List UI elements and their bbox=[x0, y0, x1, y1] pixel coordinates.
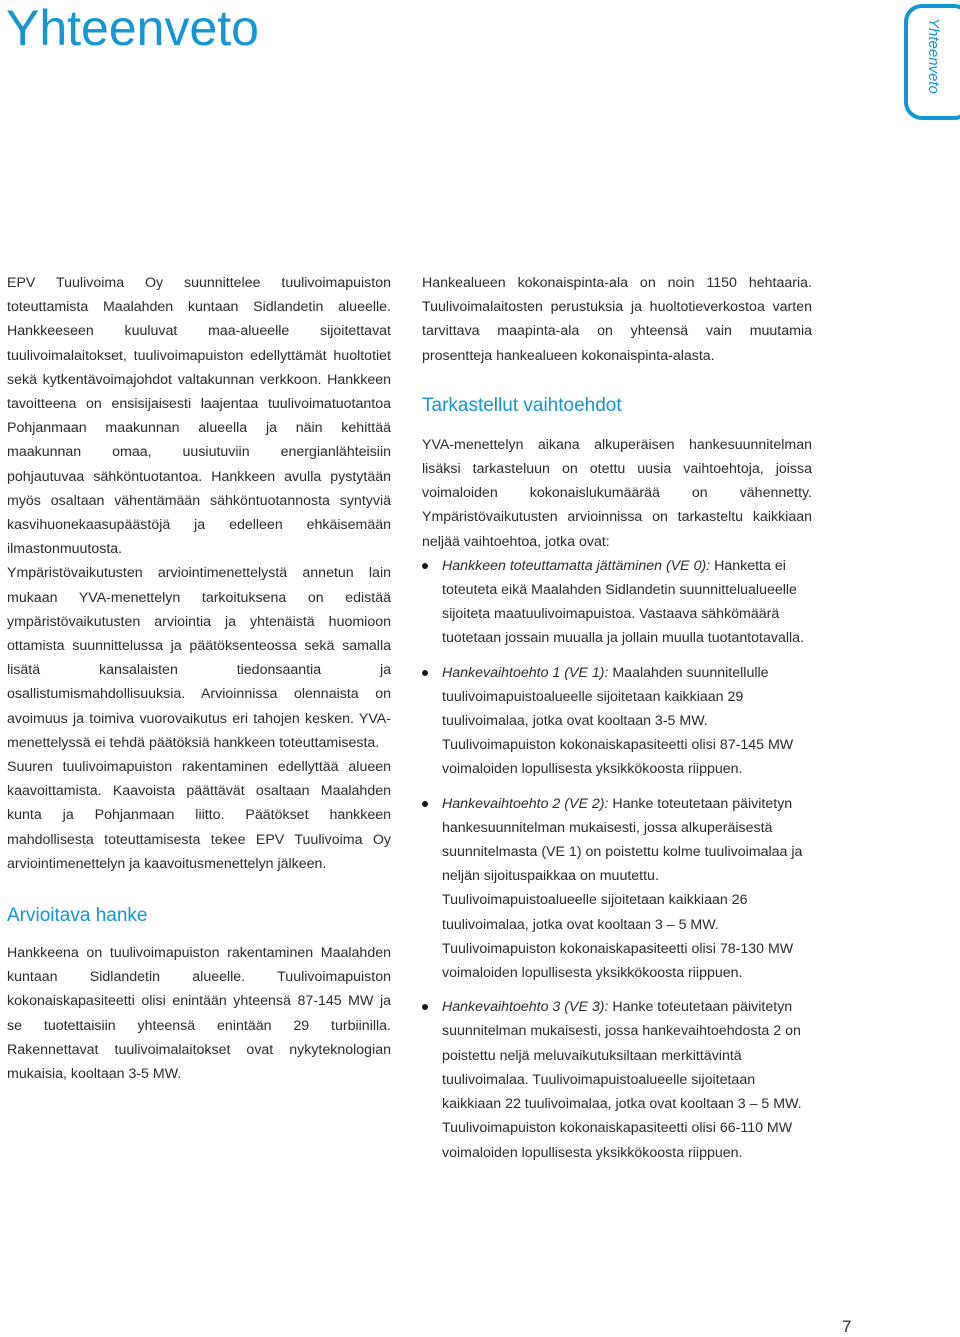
intro-paragraph: Ympäristövaikutusten arviointimenettelystä annetun lain mukaan YVA-menettelyn tarkoituksena on edistää ympäristövaikutusten arviointia ja yhtenäistä huomioon ottamista suunnittelussa ja päätöksenteossa sekä samalla lisätä kansalaisten tiedonsaantia ja osallistumismahdollisuuksia. Arvioinnissa olennaista on avoimuus ja toimiva vuorovaikutus eri tahojen kesken. YVA-menettelyssä ei tehdä päätöksiä hankkeen toteuttamisesta. bbox=[7, 565, 391, 751]
list-item bbox=[422, 554, 812, 651]
alternatives-list bbox=[422, 554, 812, 1165]
intro-paragraph: EPV Tuulivoima Oy suunnittelee tuulivoimapuiston toteuttamista Maalahden kuntaan Sidlandetin alueelle. Hankkeeseen kuuluvat maa-alueelle sijoitettavat tuulivoimalaitokset, tuulivoimapuiston edellyttämät huoltotiet sekä kytkentävoimajohdot valtakunnan verkkoon. Hankkeen tavoitteena on ensisijaisesti laajentaa tuulivoimatuotantoa Pohjanmaan maakunnan alueella ja näin kehittää maakunnan omaa, uusiutuviin energianlähteisiin pohjautuvaa sähköntuotantoa. Hankkeen avulla pystytään myös osaltaan vähentämään sähköntuotannosta syntyviä kasvihuonekaasupäästöjä ja edelleen ehkäisemään ilmastonmuutosta. bbox=[7, 275, 391, 558]
section-tab-label: Yhteenveto bbox=[925, 18, 942, 94]
left-column bbox=[7, 271, 391, 1086]
option-text: Hanke toteutetaan päivitetyn suunnitelman mukaisesti, jossa hankevaihtoehdosta 2 on poistettu neljä meluvaikutuksiltaan merkittävintä tuulivoimalaa. Tuulivoimapuistoalueelle sijoitetaan kaikkiaan 22 tuulivoimalaa, jotka ovat kooltaan 3 – 5 MW. Tuulivoimapuiston kokonaiskapasiteetti olisi 66-110 MW voimaloiden lopullisesta yksikkökoosta riippuen. bbox=[442, 999, 802, 1161]
section-paragraph: Hankkeena on tuulivoimapuiston rakentaminen Maalahden kuntaan Sidlandetin alueelle. Tuulivoimapuiston kokonaiskapasiteetti olisi enintään yhteensä 87-145 MW ja se tuotettaisiin yhteensä enintään 29 turbiinilla. Rakennettavat tuulivoimalaitokset ovat nykyteknologian mukaisia, kooltaan 3-5 MW. bbox=[7, 945, 391, 1083]
option-label: Hankkeen toteuttamatta jättäminen (VE 0): bbox=[442, 557, 711, 574]
bullet-icon bbox=[422, 670, 428, 676]
list-item bbox=[422, 661, 812, 782]
page-number: 7 bbox=[842, 1317, 852, 1336]
intro-paragraph: Suuren tuulivoimapuiston rakentaminen edellyttää alueen kaavoittamista. Kaavoista päättävät osaltaan Maalahden kunta ja Pohjanmaan liitto. Päätökset hankkeen mahdollisesta toteuttamisesta tekee EPV Tuulivoima Oy arviointimenettelyn ja kaavoitusmenettelyn jälkeen. bbox=[7, 759, 391, 872]
right-column bbox=[422, 271, 812, 1165]
option-text: Hanke toteutetaan päivitetyn hankesuunnitelman mukaisesti, jossa alkuperäisestä suunnitelmasta (VE 1) on poistettu kolme tuulivoimalaa ja neljän sijoituspaikkaa on muutettu. Tuulivoimapuistoalueelle sijoitetaan kaikkiaan 26 tuulivoimalaa, jotka ovat kooltaan 3 – 5 MW. Tuulivoimapuiston kokonaiskapasiteetti olisi 78-130 MW voimaloiden lopullisesta yksikkökoosta riippuen. bbox=[442, 795, 803, 982]
option-text: Maalahden suunnitellulle tuulivoimapuistoalueelle sijoitetaan kaikkiaan 29 tuulivoimalaa, jotka ovat kooltaan 3-5 MW. Tuulivoimapuiston kokonaiskapasiteetti olisi 87-145 MW voimaloiden lopullisesta yksikkökoosta riippuen. bbox=[442, 664, 794, 778]
option-text: Hanketta ei toteuteta eikä Maalahden Sidlandetin suunnittelualueelle sijoiteta maatuulivoimapuistoa. Vastaava sähkömäärä tuotetaan jossain muualla ja jollain muulla tuotantotavalla. bbox=[442, 557, 805, 647]
option-label: Hankevaihtoehto 3 (VE 3): bbox=[442, 999, 609, 1016]
bullet-icon bbox=[422, 563, 428, 569]
option-label: Hankevaihtoehto 2 (VE 2): bbox=[442, 795, 609, 812]
intro-paragraph: Hankealueen kokonaispinta-ala on noin 1150 hehtaaria. Tuulivoimalaitosten perustuksia ja huoltotieverkostoa varten tarvittava maapinta-ala on yhteensä vain muutamia prosentteja hankealueen kokonaispinta-alasta. bbox=[422, 275, 812, 364]
option-label: Hankevaihtoehto 1 (VE 1): bbox=[442, 664, 609, 681]
bullet-icon bbox=[422, 801, 428, 807]
list-item bbox=[422, 792, 812, 986]
section-heading-arvioitava-hanke: Arvioitava hanke bbox=[7, 905, 148, 927]
section-heading-tarkastellut-vaihtoehdot: Tarkastellut vaihtoehdot bbox=[422, 394, 622, 416]
page-title: Yhteenveto bbox=[6, 0, 259, 56]
bullet-icon bbox=[422, 1004, 428, 1010]
list-item bbox=[422, 995, 812, 1164]
section-paragraph: YVA-menettelyn aikana alkuperäisen hankesuunnitelman lisäksi tarkasteluun on otettu uusia vaihtoehtoja, joissa voimaloiden kokonaislukumäärää on vähennetty. Ympäristövaikutusten arvioinnissa on tarkasteltu kaikkiaan neljää vaihtoehtoa, jotka ovat: bbox=[422, 436, 812, 550]
